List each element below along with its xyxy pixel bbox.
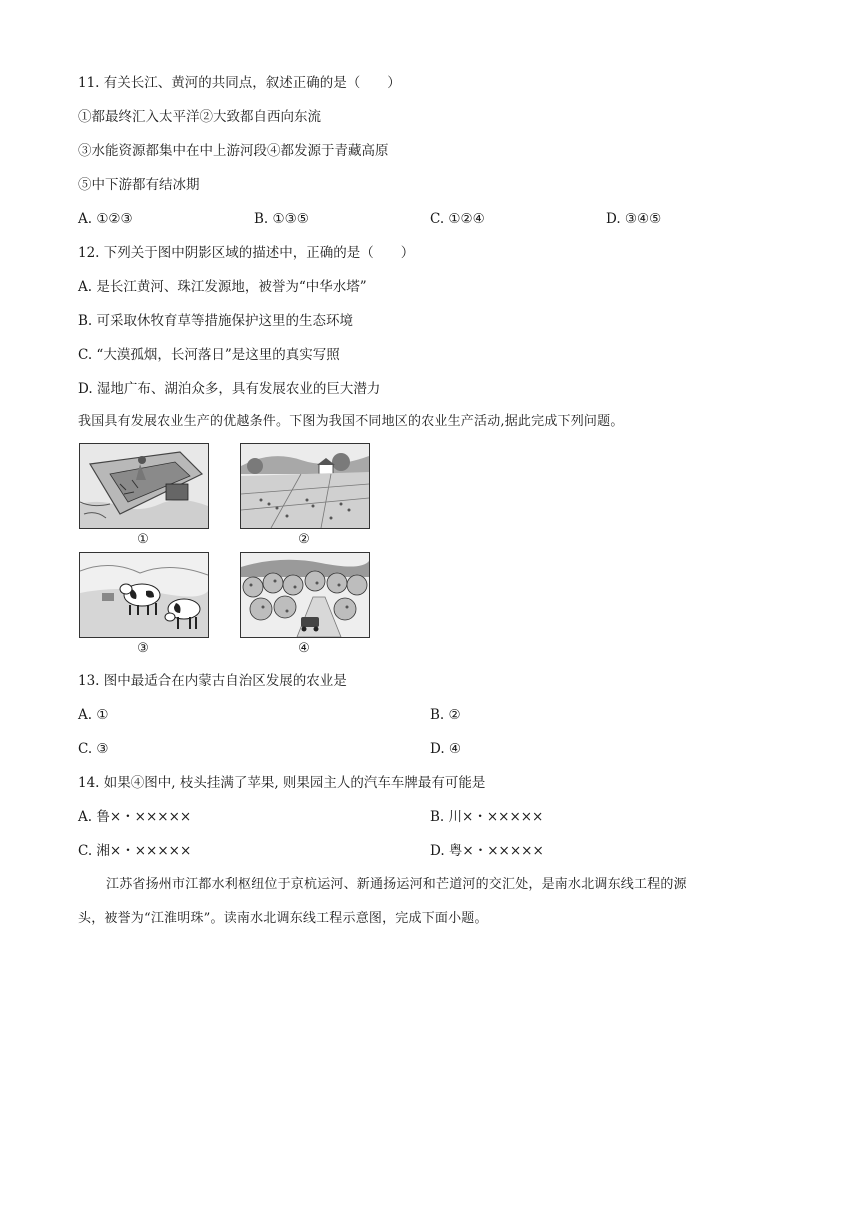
q14-option-a: A. 鲁×・××××× (78, 809, 192, 825)
q13-option-c: C. ③ (78, 741, 109, 757)
q11-option-b: B. ①③⑤ (254, 211, 309, 227)
figure-farmland (240, 443, 370, 529)
agriculture-intro: 我国具有发展农业生产的优越条件。下图为我国不同地区的农业生产活动,据此完成下列问题。 (78, 414, 624, 429)
q11-option-c: C. ①②④ (430, 211, 485, 227)
q11-statement-3: ⑤中下游都有结冰期 (78, 177, 200, 193)
q12-option-b: B. 可采取休牧育草等措施保护这里的生态环境 (78, 313, 354, 329)
figure-label-1: ① (137, 532, 149, 547)
q14-stem: 14. 如果④图中, 枝头挂满了苹果, 则果园主人的汽车车牌最有可能是 (78, 775, 486, 791)
q12-option-c: C. “大漠孤烟，长河落日”是这里的真实写照 (78, 347, 340, 363)
q11-statement-2: ③水能资源都集中在中上游河段④都发源于青藏高原 (78, 143, 389, 159)
figure-label-4: ④ (298, 641, 310, 656)
q13-option-a: A. ① (78, 707, 109, 723)
figure-cattle (79, 552, 209, 638)
q14-option-b: B. 川×・××××× (430, 809, 544, 825)
q14-option-c: C. 湘×・××××× (78, 843, 192, 859)
q13-option-b: B. ② (430, 707, 461, 723)
water-intro-line-1: 江苏省扬州市江都水利枢纽位于京杭运河、新通扬运河和芒道河的交汇处，是南水北调东线工程的源 (106, 877, 687, 892)
q11-stem: 11. 有关长江、黄河的共同点，叙述正确的是（ ） (78, 75, 401, 91)
q12-option-a: A. 是长江黄河、珠江发源地，被誉为“中华水塔” (78, 279, 367, 295)
q11-option-d: D. ③④⑤ (606, 211, 662, 227)
figure-label-3: ③ (137, 641, 149, 656)
q11-option-a: A. ①②③ (78, 211, 133, 227)
q12-stem: 12. 下列关于图中阴影区域的描述中，正确的是（ ） (78, 245, 415, 261)
water-intro-line-2: 头，被誉为“江淮明珠”。读南水北调东线工程示意图，完成下面小题。 (78, 911, 488, 926)
q11-statement-1: ①都最终汇入太平洋②大致都自西向东流 (78, 109, 321, 125)
q14-option-d: D. 粤×・××××× (430, 843, 544, 859)
figure-fishing (79, 443, 209, 529)
q12-option-d: D. 湿地广布、湖泊众多，具有发展农业的巨大潜力 (78, 381, 381, 397)
q13-stem: 13. 图中最适合在内蒙古自治区发展的农业是 (78, 673, 347, 689)
figure-label-2: ② (298, 532, 310, 547)
q13-option-d: D. ④ (430, 741, 462, 757)
figure-orchard (240, 552, 370, 638)
